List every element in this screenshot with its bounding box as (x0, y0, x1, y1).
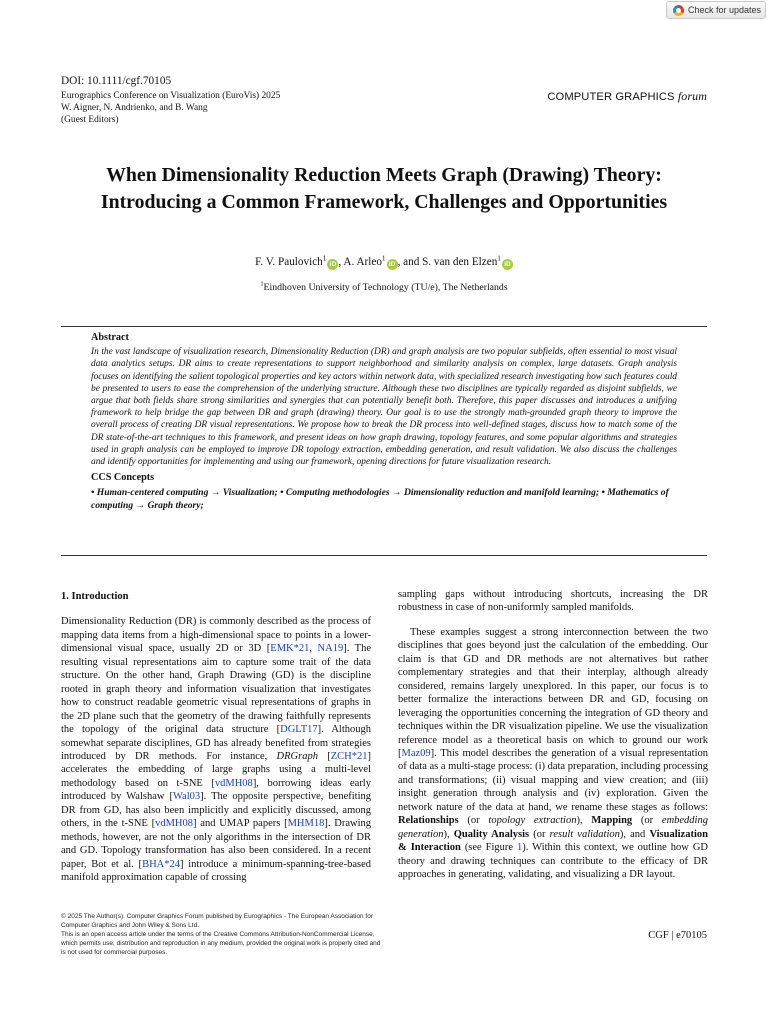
left-column (61, 590, 371, 885)
intro-paragraph-2: These examples suggest a strong interconnection between the two disciplines that goes beyond just the calculation of the embedding. Our claim is that GD and DR methods are not alternatives but rather complementary strategies and that their interplay, although already considered, remains largely unexplored. In this paper, our focus is to better formalize the interactions between DR and GD, focusing on leveraging the opportunities concerning the integration of GD theory and techniques within the DR visualization pipeline. We use the visualization reference model as a theoretical basis on which to ground our work [Maz09]. This model describes the generation of a visual representation of data as a multi-stage process: (i) data preparation, including processing and transformations; (ii) visual mapping and view creation; and (iii) insight generation through analysis and (iv) exploration. Given the network nature of the data at hand, we rename these stages as follows: Relationships (or topology extraction), Mapping (or embedding generation), Quality Analysis (or result validation), and Visualization & Interaction (see Figure 1). Within this context, we outline how GD theory and drawing techniques can contribute to the efficacy of DR approaches in generating, validating, and visualizing a DR layout. (398, 626, 708, 881)
affiliation (0, 282, 768, 293)
figure-link[interactable]: 1 (517, 842, 523, 854)
abstract-section (91, 332, 677, 512)
right-column (398, 588, 708, 882)
citation-link[interactable]: ZCH*21 (330, 750, 368, 762)
orcid-icon[interactable]: iD (327, 259, 338, 270)
citation-link[interactable]: vdMH08 (214, 777, 253, 789)
paper-title (40, 162, 728, 216)
journal-name (547, 89, 707, 104)
intro-paragraph-1: Dimensionality Reduction (DR) is commonly described as the process of mapping data items from a high-dimensional space to points in a lower-dimensional visual space, usually 2D or 3D [EMK*21, NA19]. The resulting visual representations aim to capture some trait of the data structure. On the other hand, Graph Drawing (GD) is the discipline rooted in graph theory and information visualization that investigates how to construct readable geometric visual representations of graphs in the 2D plane such that the geometry of the drawing faithfully represents the topology of the original data structure [DGLT17]. Although somewhat separate disciplines, GD has already benefited from strategies introduced by DR methods. For instance, DRGraph [ZCH*21] accelerates the embedding of large graphs using a multi-level methodology based on t-SNE [vdMH08], borrowing ideas early introduced by Walshaw [Wal03]. The opposite perspective, benefiting DR from GD, has also been implicitly and explicitly discussed, among others, in the t-SNE [vdMH08] and UMAP papers [MHM18]. Drawing methods, however, are not the only algorithms in the intersection of DR and GD. Topology transformation has also been considered. In a recent paper, Bot et al. [BHA*24] introduce a minimum-spanning-tree-based manifold approximation capable of crossing (61, 616, 372, 884)
author-affil-sup: 1 (381, 254, 386, 263)
affiliation-sup: 1 (260, 280, 264, 288)
author-name: S. van den Elzen (422, 256, 498, 268)
abstract-bottom-rule (61, 555, 707, 556)
license-notice: This is an open access article under the terms of the Creative Commons Attribution-NonCommercial License, which permits use, distribution and reproduction in any medium, provided the original work is properly cited and is not used for commercial purposes. (61, 931, 381, 957)
editors-note: (Guest Editors) (61, 115, 119, 126)
ccs-text: • Human-centered computing → Visualization; • Computing methodologies → Dimensionality reduction and manifold learning; • Mathematics of computing → Graph theory; (91, 487, 669, 511)
citation-link[interactable]: EMK*21 (270, 643, 310, 655)
drgraph-term: DRGraph (276, 750, 318, 762)
author-name: F. V. Paulovich (255, 256, 323, 268)
citation-link[interactable]: NA19 (317, 643, 344, 655)
header-meta (61, 74, 280, 127)
doi[interactable]: DOI: 10.1111/cgf.70105 (61, 75, 172, 87)
crossmark-icon (673, 5, 684, 16)
orcid-icon[interactable]: iD (502, 259, 513, 270)
citation-link[interactable]: Maz09 (401, 747, 431, 759)
abstract-heading: Abstract (91, 332, 129, 343)
copyright-notice: © 2025 The Author(s). Computer Graphics Forum published by Eurographics - The European Association for Computer Graphics and John Wiley & Sons Ltd. (61, 913, 374, 930)
citation-link[interactable]: vdMH08 (155, 818, 194, 830)
journal-title: COMPUTER GRAPHICS (547, 91, 675, 103)
intro-paragraph-1-cont: sampling gaps without introducing shortcuts, increasing the DR robustness in case of non-uniformly sampled manifolds. (398, 589, 708, 614)
ccs-concepts (91, 472, 677, 512)
author-sep: , and (397, 256, 423, 268)
footnote (61, 912, 386, 957)
abstract-top-rule (61, 326, 707, 327)
author-affil-sup: 1 (497, 254, 501, 263)
title-line-1: When Dimensionality Reduction Meets Graph (Drawing) Theory: (106, 164, 662, 186)
author-sep: , (338, 256, 344, 268)
article-id: CGF | e70105 (648, 930, 707, 941)
citation-link[interactable]: MHM18 (287, 818, 325, 830)
title-line-2: Introducing a Common Framework, Challenges and Opportunities (100, 191, 668, 213)
check-for-updates-label: Check for updates (688, 5, 762, 15)
section-heading-introduction: 1. Introduction (61, 591, 129, 602)
editors: W. Aigner, N. Andrienko, and B. Wang (61, 103, 208, 114)
citation-link[interactable]: BHA*24 (142, 858, 180, 870)
citation-link[interactable]: DGLT17 (280, 724, 318, 736)
abstract-text: In the vast landscape of visualization research, Dimensionality Reduction (DR) and graph analysis are two popular subfields, often essential to most visual data analytics setups. DR aims to create representations to support neighborhood and similarity analysis on complex, large datasets. Graph analysis focuses on identifying the salient topological properties and key actors within network data, with specialized research investigating how such features could be presented to users to ease the comprehension of the underlying structure. Although these two disciplines are typically regarded as disjoint subfields, we argue that both fields share strong similarities and synergies that can potentially benefit both. Therefore, this paper discusses and introduces a unifying framework to help bridge the gap between DR and graph (drawing) theory. Our goal is to use the strongly math-grounded graph theory to improve the overall process of creating DR visual representations. We propose how to break the DR process into well-defined stages, discuss how to match some of the DR state-of-the-art techniques to this framework, and present ideas on how graph drawing, topology features, and some popular algorithms and strategies used in graph analysis can be employed to improve DR topology extraction, embedding generation, and result validation. We also discuss the challenges and identify opportunities for implementing and using our framework, opening directions for future visualization research. (91, 347, 677, 468)
affiliation-text: Eindhoven University of Technology (TU/e), The Netherlands (263, 282, 508, 293)
author-list (0, 256, 768, 270)
author-name: A. Arleo (343, 256, 382, 268)
check-for-updates-button[interactable] (666, 1, 766, 19)
journal-title-italic: forum (677, 89, 707, 103)
ccs-heading: CCS Concepts (91, 472, 155, 484)
citation-link[interactable]: Wal03 (172, 791, 201, 803)
conference: Eurographics Conference on Visualization (EuroVis) 2025 (61, 91, 281, 101)
author-affil-sup: 1 (322, 254, 327, 263)
orcid-icon[interactable]: iD (387, 259, 398, 270)
